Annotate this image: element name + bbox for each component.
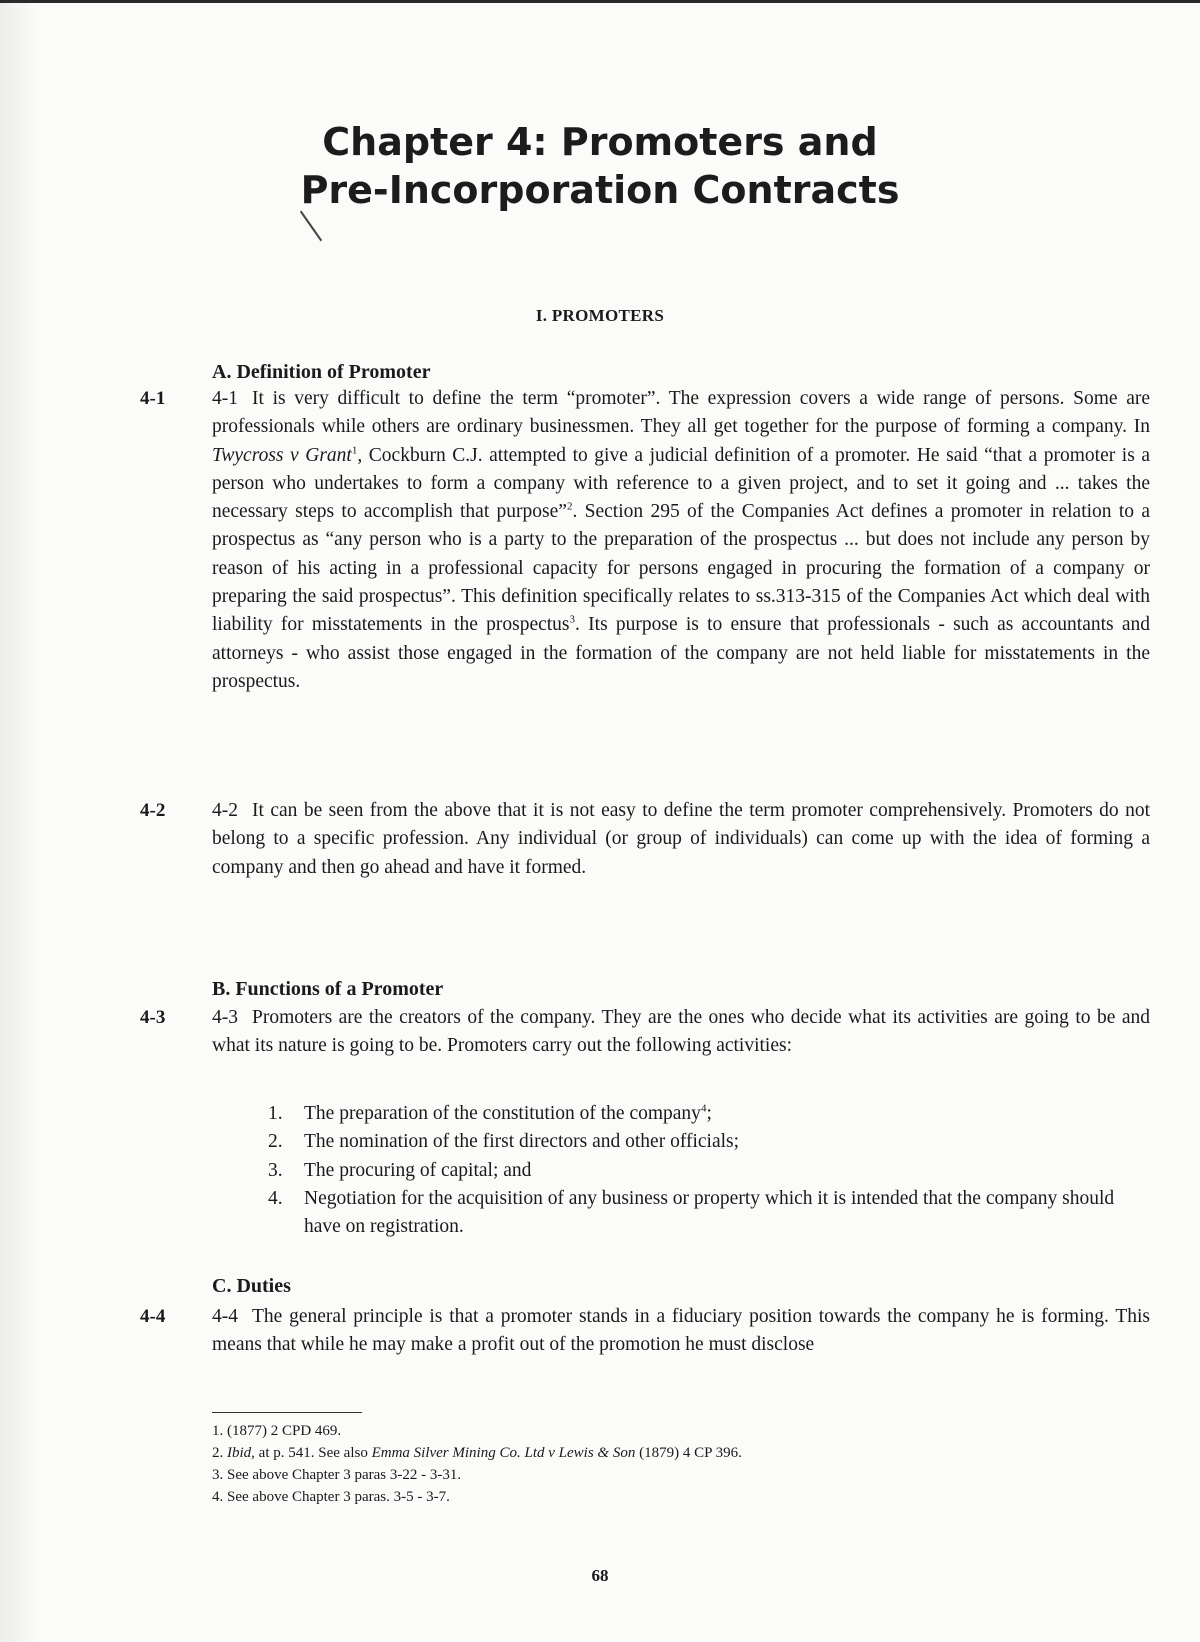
list-item-text: The nomination of the first directors and other officials; <box>304 1131 740 1153</box>
footnote-2-ibid: Ibid <box>227 1445 252 1461</box>
part-heading: I. PROMOTERS <box>535 306 665 325</box>
pen-mark <box>300 211 322 242</box>
footnote-2 <box>212 1442 1112 1464</box>
paragraph-4-2 <box>212 797 1150 882</box>
footnote-3: 3. See above Chapter 3 paras 3-22 - 3-31. <box>212 1467 462 1483</box>
footnote-2-case: Emma Silver Mining Co. Ltd v Lewis & Son <box>371 1445 636 1461</box>
list-item-end: ; <box>706 1103 712 1124</box>
paragraph-text: It can be seen from the above that it is not easy to define the term promoter comprehensively. Promoters do not belong to a specific profession. Any individual (or group of individuals) can come up with the idea of forming a company and then go ahead and have it formed. <box>212 800 1150 878</box>
list-item-number: 3. <box>268 1159 283 1181</box>
footnote-2-number: 2. <box>212 1445 227 1461</box>
footnote-4: 4. See above Chapter 3 paras. 3-5 - 3-7. <box>212 1489 450 1505</box>
paragraph-text: It is very difficult to define the term “promoter”. The expression covers a wide range of persons. Some are professionals while others are ordinary businessmen. They all get together for the purpose of forming a company. In <box>212 388 1150 438</box>
paragraph-text: Promoters are the creators of the company. They are the ones who decide what its activities are going to be and what its nature is going to be. Promoters carry out the following activities: <box>212 1007 1150 1057</box>
list-item <box>268 1185 1138 1242</box>
section-heading-functions: B. Functions of a Promoter <box>212 978 444 1000</box>
footnote-ref: 3 <box>569 613 576 626</box>
paragraph-text: The general principle is that a promoter stands in a fiduciary position towards the company he is forming. This means that while he may make a profit out of the promotion he must disclose <box>212 1306 1150 1356</box>
paragraph-number: 4-4 <box>212 1306 238 1327</box>
footnote-2-text: , at p. 541. See also <box>251 1445 372 1461</box>
paragraph-4-3 <box>212 1004 1150 1061</box>
paragraph-number: 4-2 <box>212 800 238 821</box>
page-number: 68 <box>591 1566 609 1585</box>
paragraph-number: 4-3 <box>212 1007 238 1028</box>
scan-top-edge <box>0 0 1200 3</box>
paragraph-text: . Its purpose is to ensure that professionals - such as accountants and attorneys - who assist those engaged in the formation of the company are not held liable for misstatements in the prospectus. <box>212 614 1151 692</box>
paragraph-text: . Section 295 of the Companies Act defines a promoter in relation to a prospectus as “any person who is a party to the preparation of the prospectus ... but does not include any person by reason of his acting in a professional capacity for persons engaged in procuring the formation of a company or preparing the said prospectus”. This definition specifically relates to ss.313-315 of the Companies Act which deal with liability for misstatements in the prospectus <box>212 501 1150 636</box>
list-item-text: Negotiation for the acquisition of any business or property which it is intended that the company should have on registration. <box>304 1187 1115 1238</box>
paragraph-4-4 <box>212 1303 1150 1360</box>
margin-number-4-1: 4-1 <box>140 388 166 409</box>
list-item-number: 1. <box>268 1103 283 1124</box>
footnote-ref: 2 <box>566 500 573 513</box>
chapter-title-line-1: Chapter 4: Promoters and <box>322 120 878 164</box>
margin-number-4-2: 4-2 <box>140 800 166 821</box>
list-item-number: 4. <box>268 1187 283 1209</box>
section-heading-definition: A. Definition of Promoter <box>212 361 431 383</box>
list-item-text: The procuring of capital; and <box>304 1159 532 1181</box>
list-item-text: The preparation of the constitution of the company <box>304 1103 701 1124</box>
paragraph-text: , Cockburn C.J. attempted to give a judicial definition of a promoter. He said “that a promoter is a person who undertakes to form a company with reference to a given project, and to set it going and ... takes the necessary steps to accomplish that purpose” <box>212 444 1150 523</box>
paragraph-number: 4-1 <box>212 388 238 409</box>
section-heading-duties: C. Duties <box>212 1275 291 1297</box>
case-name: Twycross v Grant <box>212 444 352 466</box>
chapter-title-line-2: Pre-Incorporation Contracts <box>300 168 900 212</box>
list-item <box>268 1100 1138 1128</box>
list-item <box>268 1128 1138 1156</box>
footnote-rule <box>212 1412 362 1413</box>
list-item <box>268 1157 1138 1185</box>
footnote-ref: 4 <box>700 1102 707 1115</box>
activities-list <box>268 1100 1138 1241</box>
footnote-2-citation: (1879) 4 CP 396. <box>635 1445 742 1461</box>
list-item-number: 2. <box>268 1131 283 1153</box>
footnote-1: 1. (1877) 2 CPD 469. <box>212 1423 342 1439</box>
footnotes <box>212 1420 1112 1508</box>
chapter-title <box>0 118 1200 214</box>
paragraph-4-1 <box>212 385 1150 696</box>
margin-number-4-4: 4-4 <box>140 1306 166 1327</box>
footnote-ref: 1 <box>351 444 358 457</box>
margin-number-4-3: 4-3 <box>140 1007 166 1028</box>
